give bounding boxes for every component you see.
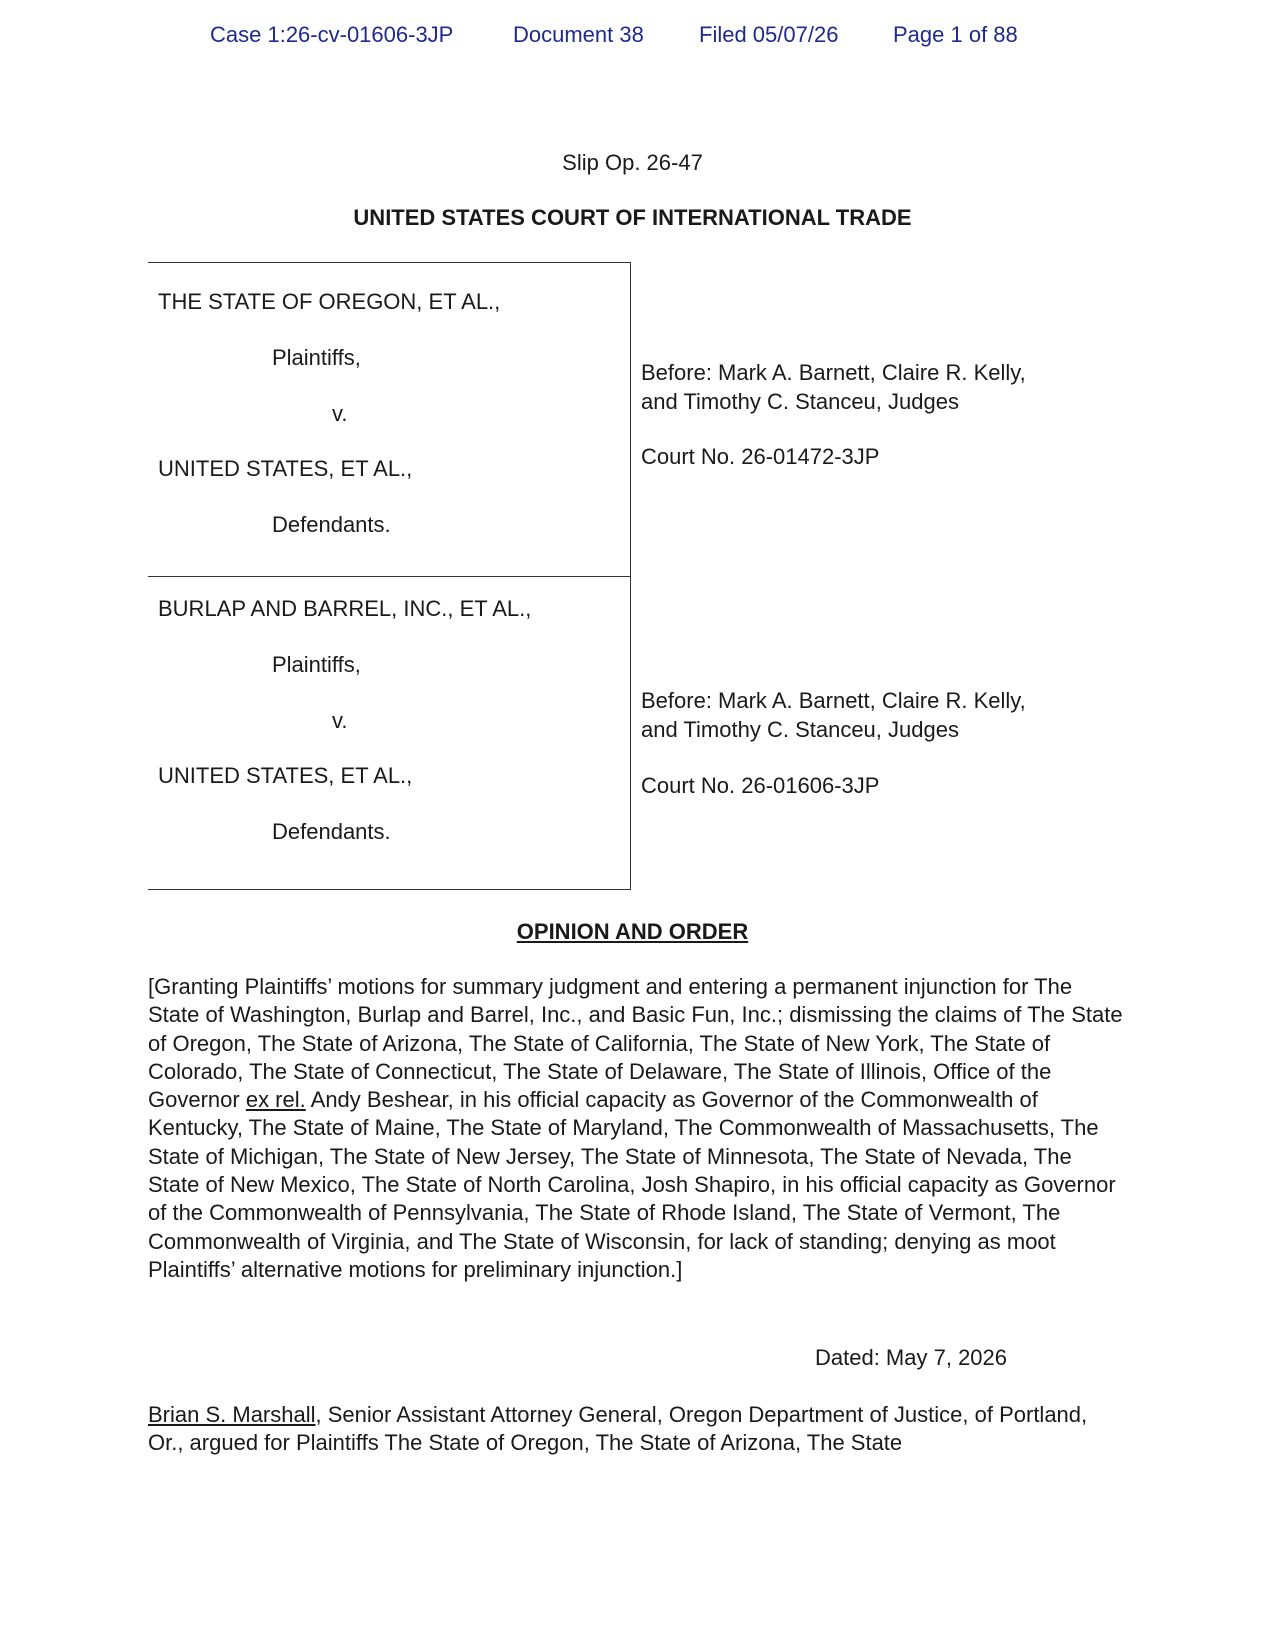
- ex-rel: ex rel.: [245, 1087, 306, 1113]
- defendant-name: UNITED STATES, ET AL.,: [158, 456, 413, 481]
- plaintiff-name: BURLAP AND BARREL, INC., ET AL.,: [158, 596, 532, 621]
- court-name: UNITED STATES COURT OF INTERNATIONAL TRADE: [353, 205, 912, 230]
- plaintiff-role: Plaintiffs,: [272, 345, 361, 370]
- counsel-name: Brian S. Marshall: [148, 1402, 316, 1427]
- judges-line-1: Before: Mark A. Barnett, Claire R. Kelly,: [641, 360, 1026, 385]
- defendant-name: UNITED STATES, ET AL.,: [158, 763, 413, 788]
- case-caption-2: [148, 576, 631, 890]
- defendant-role: Defendants.: [272, 819, 391, 844]
- plaintiff-name: THE STATE OF OREGON, ET AL.,: [158, 289, 501, 314]
- judges-line-2: and Timothy C. Stanceu, Judges: [641, 389, 959, 414]
- summary-part-1: [Granting Plaintiffs’ motions for summary judgment and entering a permanent injunction for The State of Washington, Burlap and Barrel, Inc., and Basic Fun, Inc.; dismissing the claims of The State of Oregon, The State of Arizona, The State of California, The State of New York, The State of Colorado, The State of Connecticut, The State of Delaware, The State of Illinois, Office of the Governor: [148, 974, 1123, 1113]
- court-number: Court No. 26-01606-3JP: [641, 773, 880, 798]
- filing-header: [0, 22, 1265, 52]
- dated-line: Dated: May 7, 2026: [815, 1345, 1008, 1370]
- counsel-text: , Senior Assistant Attorney General, Oregon Department of Justice, of Portland, Or., argued for Plaintiffs The State of Oregon, The State of Arizona, The State: [148, 1402, 1088, 1456]
- defendant-role: Defendants.: [272, 512, 391, 537]
- versus: v.: [332, 401, 348, 426]
- case-number: Case 1:26-cv-01606-3JP: [210, 22, 454, 47]
- page-number: Page 1 of 88: [893, 22, 1018, 47]
- case-caption-1: [148, 262, 631, 577]
- document-number: Document 38: [513, 22, 644, 47]
- opinion-title: OPINION AND ORDER: [516, 919, 749, 944]
- counsel-paragraph: [148, 1401, 1128, 1458]
- versus: v.: [332, 708, 348, 733]
- holding-summary: [148, 973, 1128, 1284]
- slip-opinion-number: Slip Op. 26-47: [562, 150, 703, 175]
- court-number: Court No. 26-01472-3JP: [641, 444, 880, 469]
- plaintiff-role: Plaintiffs,: [272, 652, 361, 677]
- judges-line-1: Before: Mark A. Barnett, Claire R. Kelly,: [641, 688, 1026, 713]
- summary-part-2: Andy Beshear, in his official capacity as Governor of the Commonwealth of Kentucky, The State of Maine, The State of Maryland, The Commonwealth of Massachusetts, The State of Michigan, The State of New Jersey, The State of Minnesota, The State of Nevada, The State of New Mexico, The State of North Carolina, Josh Shapiro, in his official capacity as Governor of the Commonwealth of Pennsylvania, The State of Rhode Island, The State of Vermont, The Commonwealth of Virginia, and The State of Wisconsin, for lack of standing; denying as moot Plaintiffs’ alternative motions for preliminary injunction.]: [148, 1087, 1116, 1282]
- judges-line-2: and Timothy C. Stanceu, Judges: [641, 717, 959, 742]
- filed-date: Filed 05/07/26: [699, 22, 839, 47]
